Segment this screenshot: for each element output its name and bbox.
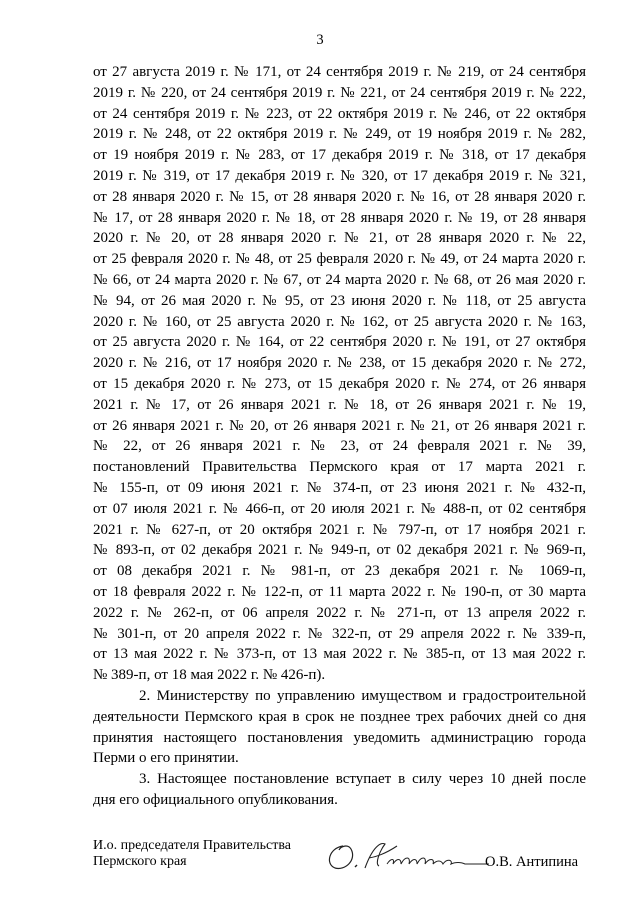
- text-line: от 08 декабря 2021 г. № 981-п, от 23 декабря 2021 г. № 1069-п,: [93, 563, 586, 580]
- text-line: от 13 мая 2022 г. № 373-п, от 13 мая 2022 г. № 385-п, от 13 мая 2022 г.: [93, 646, 586, 663]
- text-line: от 26 января 2021 г. № 20, от 26 января 2021 г. № 21, от 26 января 2021 г.: [93, 417, 586, 434]
- text-line: постановлений Правительства Пермского края от 17 марта 2021 г.: [93, 459, 586, 476]
- text-line: № 893-п, от 02 декабря 2021 г. № 949-п, от 02 декабря 2021 г. № 969-п,: [93, 542, 586, 559]
- text-line: принятия настоящего постановления уведомить администрацию города: [93, 729, 586, 746]
- text-line: от 18 февраля 2022 г. № 122-п, от 11 марта 2022 г. № 190-п, от 30 марта: [93, 583, 586, 600]
- text-line: № 155-п, от 09 июня 2021 г. № 374-п, от 23 июня 2021 г. № 432-п,: [93, 479, 586, 496]
- signature-block: [93, 838, 593, 878]
- text-line: от 28 января 2020 г. № 15, от 28 января 2020 г. № 16, от 28 января 2020 г.: [93, 188, 586, 205]
- signatory-name: О.В. Антипина: [485, 854, 579, 870]
- text-line: от 15 декабря 2020 г. № 273, от 15 декабря 2020 г. № 274, от 26 января: [93, 375, 586, 392]
- text-line: деятельности Пермского края в срок не позднее трех рабочих дней со дня: [93, 708, 586, 725]
- text-line: 2022 г. № 262-п, от 06 апреля 2022 г. № 271-п, от 13 апреля 2022 г.: [93, 604, 586, 621]
- text-line: 2019 г. № 220, от 24 сентября 2019 г. № 221, от 24 сентября 2019 г. № 222,: [93, 84, 586, 101]
- text-line: № 22, от 26 января 2021 г. № 23, от 24 февраля 2021 г. № 39,: [93, 438, 586, 455]
- text-line: 2021 г. № 17, от 26 января 2021 г. № 18, от 26 января 2021 г. № 19,: [93, 396, 586, 413]
- text-line: № 94, от 26 мая 2020 г. № 95, от 23 июня 2020 г. № 118, от 25 августа: [93, 292, 586, 309]
- text-line: 2. Министерству по управлению имуществом и градостроительной: [139, 687, 586, 704]
- text-line: № 389-п, от 18 мая 2022 г. № 426-п).: [93, 667, 326, 684]
- text-line: 2021 г. № 627-п, от 20 октября 2021 г. № 797-п, от 17 ноября 2021 г.: [93, 521, 586, 538]
- handwritten-signature-icon: [321, 834, 491, 876]
- text-line: № 66, от 24 марта 2020 г. № 67, от 24 марта 2020 г. № 68, от 26 мая 2020 г.: [93, 271, 586, 288]
- text-line: 2020 г. № 20, от 28 января 2020 г. № 21, от 28 января 2020 г. № 22,: [93, 230, 586, 247]
- signatory-position: [93, 838, 291, 870]
- text-line: 2020 г. № 160, от 25 августа 2020 г. № 162, от 25 августа 2020 г. № 163,: [93, 313, 586, 330]
- page-number: 3: [316, 32, 324, 48]
- text-line: 3. Настоящее постановление вступает в силу через 10 дней после: [139, 771, 586, 788]
- text-line: дня его официального опубликования.: [93, 791, 338, 808]
- text-line: от 24 сентября 2019 г. № 223, от 22 октября 2019 г. № 246, от 22 октября: [93, 105, 586, 122]
- text-line: № 17, от 28 января 2020 г. № 18, от 28 января 2020 г. № 19, от 28 января: [93, 209, 586, 226]
- signatory-position-line: И.о. председателя Правительства: [93, 838, 292, 853]
- text-line: № 301-п, от 20 апреля 2022 г. № 322-п, от 29 апреля 2022 г. № 339-п,: [93, 625, 586, 642]
- text-line: от 25 августа 2020 г. № 164, от 22 сентября 2020 г. № 191, от 27 октября: [93, 334, 586, 351]
- signatory-position-line: Пермского края: [93, 854, 187, 869]
- text-line: от 25 февраля 2020 г. № 48, от 25 февраля 2020 г. № 49, от 24 марта 2020 г.: [93, 251, 586, 268]
- text-line: от 07 июля 2021 г. № 466-п, от 20 июля 2021 г. № 488-п, от 02 сентября: [93, 500, 586, 517]
- document-body: [93, 62, 586, 811]
- text-line: 2020 г. № 216, от 17 ноября 2020 г. № 238, от 15 декабря 2020 г. № 272,: [93, 355, 586, 372]
- text-line: от 27 августа 2019 г. № 171, от 24 сентября 2019 г. № 219, от 24 сентября: [93, 64, 586, 80]
- text-line: Перми о его принятии.: [93, 750, 239, 767]
- text-line: 2019 г. № 248, от 22 октября 2019 г. № 249, от 19 ноября 2019 г. № 282,: [93, 126, 586, 143]
- text-line: от 19 ноября 2019 г. № 283, от 17 декабря 2019 г. № 318, от 17 декабря: [93, 147, 586, 164]
- text-line: 2019 г. № 319, от 17 декабря 2019 г. № 320, от 17 декабря 2019 г. № 321,: [93, 167, 586, 184]
